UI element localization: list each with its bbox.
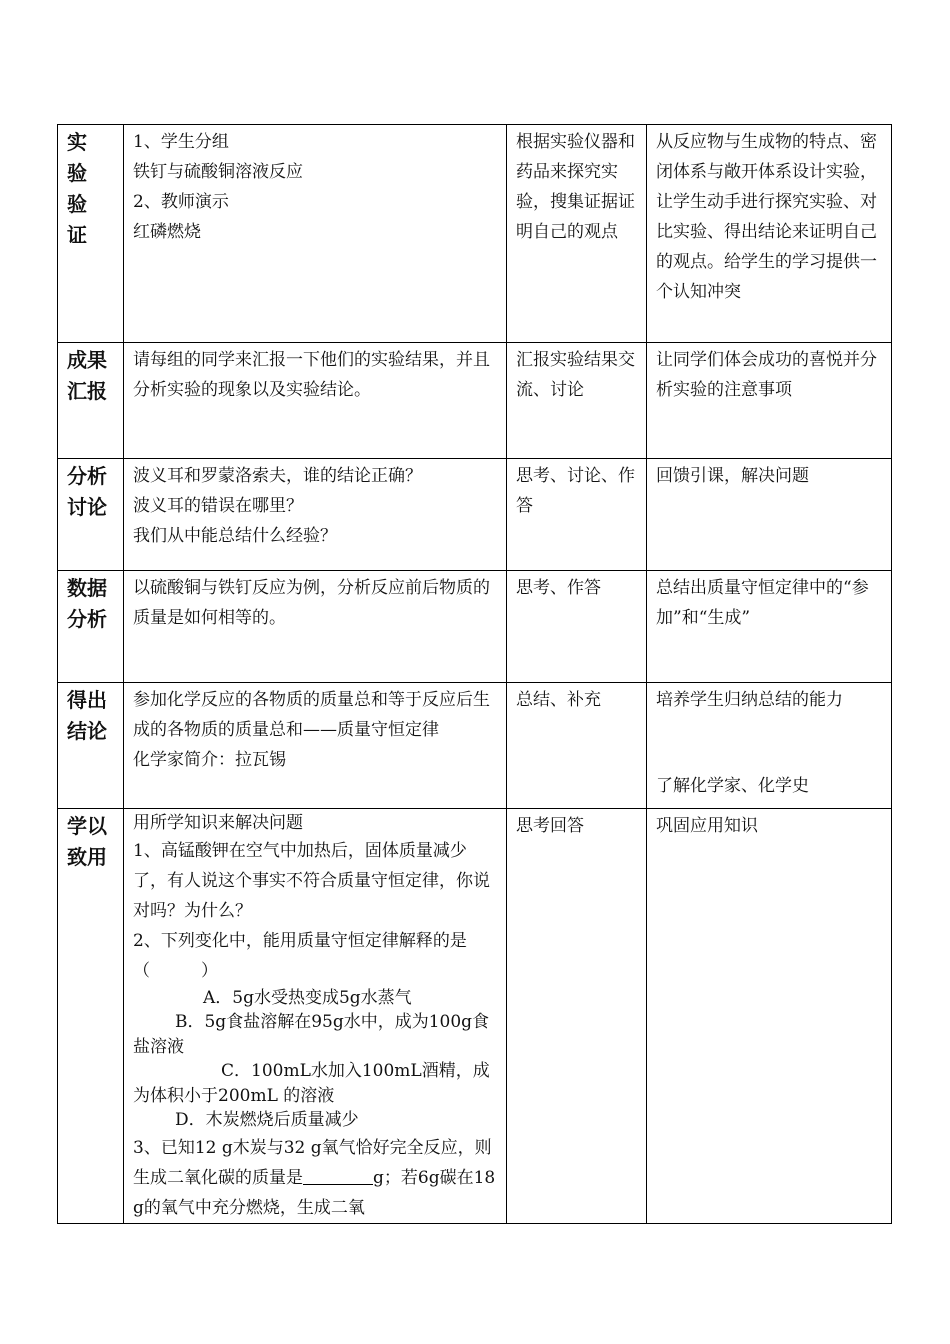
answer-parens: （ ） [133, 960, 218, 981]
content-line: 波义耳的错误在哪里？ [133, 496, 303, 516]
content-cell: 请每组的同学来汇报一下他们的实验结果，并且分析实验的现象以及实验结论。 [124, 343, 507, 459]
stage-label: 得出结论 [58, 683, 124, 809]
table-row [58, 683, 892, 809]
option-a: A．5g水受热变成5g水蒸气 [203, 987, 412, 1008]
content-cell: 以硫酸铜与铁钉反应为例，分析反应前后物质的质量是如何相等的。 [124, 571, 507, 683]
stage-label: 学以致用 [58, 809, 124, 1224]
student-activity: 总结、补充 [507, 683, 647, 809]
content-cell [124, 683, 507, 809]
question-2 [133, 926, 500, 986]
content-cell [124, 459, 507, 571]
student-activity: 根据实验仪器和药品来探究实验，搜集证据证明自己的观点 [507, 125, 647, 343]
stage-label: 成果汇报 [58, 343, 124, 459]
content-line: 用所学知识来解决问题 [133, 813, 303, 833]
answer-blank [303, 1164, 373, 1185]
design-intent: 巩固应用知识 [647, 809, 892, 1224]
content-line: 铁钉与硫酸铜溶液反应 [133, 162, 303, 182]
content-line: 红磷燃烧 [133, 222, 201, 242]
question-2-text: 2、下列变化中，能用质量守恒定律解释的是 [133, 930, 467, 951]
content-line: 化学家简介：拉瓦锡 [133, 750, 286, 770]
content-line: 波义耳和罗蒙洛索夫，谁的结论正确？ [133, 466, 422, 486]
content-line: 2、教师演示 [133, 192, 229, 212]
table-row [58, 571, 892, 683]
intent-line: 了解化学家、化学史 [656, 776, 809, 796]
design-intent: 从反应物与生成物的特点、密闭体系与敞开体系设计实验，让学生动手进行探究实验、对比实验、得出结论来证明自己的观点。给学生的学习提供一个认知冲突 [647, 125, 892, 343]
question-3-text-b: g；若6g碳在18 g的氧气中充分燃烧，生成二氧 [133, 1167, 496, 1218]
content-cell [124, 809, 507, 1224]
content-line: 1、学生分组 [133, 132, 229, 152]
option-c: C．100mL水加入100mL酒精，成为体积小于200mL 的溶液 [133, 1061, 490, 1106]
lesson-plan-table [57, 124, 892, 1224]
student-activity: 思考、讨论、作答 [507, 459, 647, 571]
stage-label: 分析讨论 [58, 459, 124, 571]
question-1: 1、高锰酸钾在空气中加热后，固体质量减少了，有人说这个事实不符合质量守恒定律，你说对吗？为什么？ [133, 840, 490, 921]
stage-label: 实验验证 [58, 125, 124, 343]
question-3-text-a: 3、已知12 g木炭与32 g氧气恰好完全反应，则生成二氧化碳的质量是 [133, 1137, 492, 1188]
student-activity: 汇报实验结果交流、讨论 [507, 343, 647, 459]
design-intent: 回馈引课，解决问题 [647, 459, 892, 571]
option-b: B．5g食盐溶解在95g水中，成为100g食盐溶液 [133, 1012, 490, 1057]
student-activity: 思考、作答 [507, 571, 647, 683]
table-row [58, 459, 892, 571]
content-cell [124, 125, 507, 343]
stage-label: 数据分析 [58, 571, 124, 683]
question-3 [133, 1133, 500, 1223]
table-row [58, 343, 892, 459]
table-row [58, 809, 892, 1224]
student-activity: 思考回答 [507, 809, 647, 1224]
table-row [58, 125, 892, 343]
design-intent [647, 683, 892, 809]
content-line: 我们从中能总结什么经验？ [133, 526, 337, 546]
intent-line: 培养学生归纳总结的能力 [656, 690, 843, 710]
content-line: 参加化学反应的各物质的质量总和等于反应后生成的各物质的质量总和——质量守恒定律 [133, 690, 490, 740]
design-intent: 让同学们体会成功的喜悦并分析实验的注意事项 [647, 343, 892, 459]
design-intent: 总结出质量守恒定律中的“参加”和“生成” [647, 571, 892, 683]
option-d: D．木炭燃烧后质量减少 [175, 1110, 359, 1130]
